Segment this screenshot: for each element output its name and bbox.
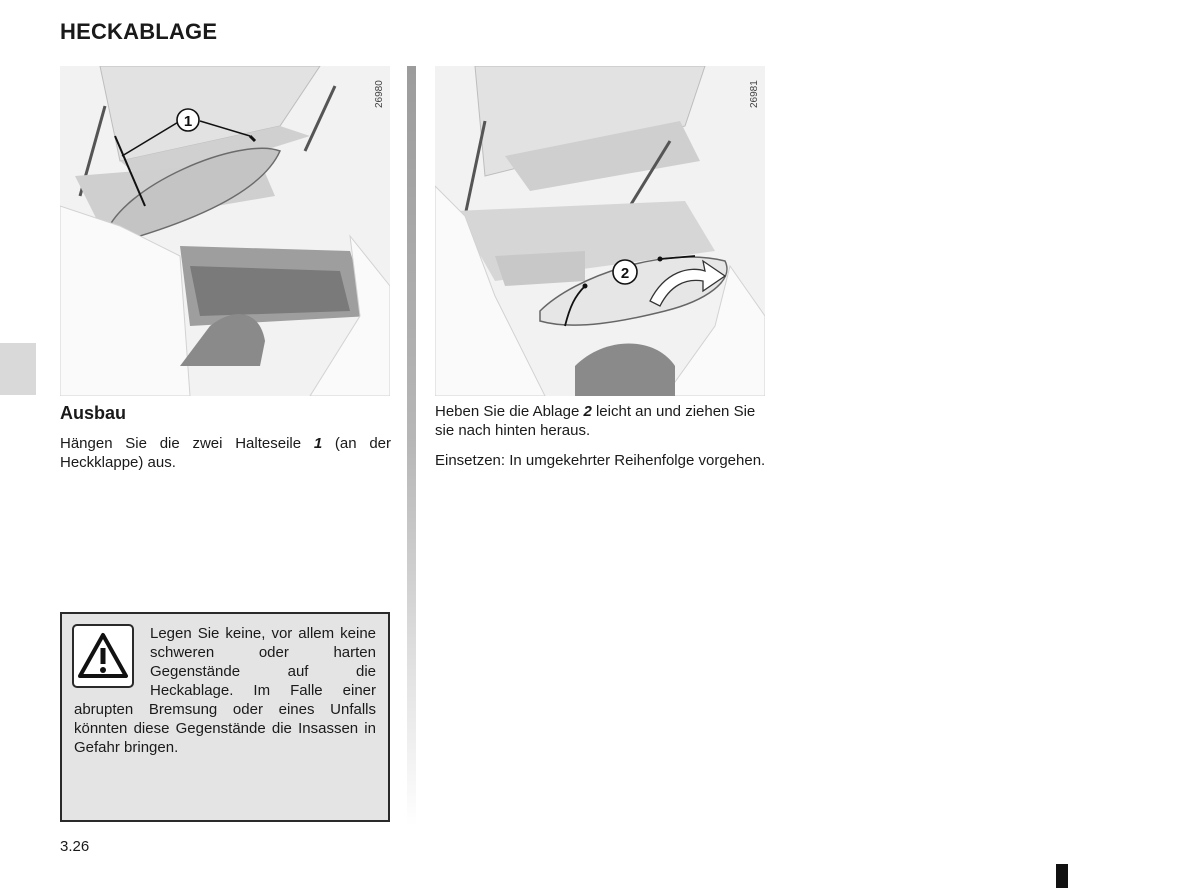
reference-number: 2 (583, 403, 592, 420)
figure-code: 26981 (749, 80, 760, 108)
text-segment: leicht an und ziehen Sie sie nach hinten heraus. (435, 403, 756, 439)
callout-2: 2 (620, 265, 630, 282)
figure-removing-retaining-cords (60, 66, 390, 396)
warning-text: Legen Sie keine, vor allem keine schweren oder harten Gegenstände auf die Heckablage. Im Falle einer abrupten Bremsung oder eines Unfalls könnten diese Gegenstände die Insassen in Gefahr bringen. (74, 625, 376, 756)
warning-box (60, 612, 390, 822)
removal-instruction (60, 434, 391, 472)
page-title: HECKABLAGE (60, 19, 218, 44)
reference-number: 1 (313, 435, 323, 452)
page-number: 3.26 (60, 838, 90, 855)
figure-code: 26980 (374, 80, 385, 108)
text-segment: Heben Sie die Ablage (435, 403, 584, 420)
callout-1: 1 (183, 113, 193, 130)
thumb-index-mark (1056, 864, 1068, 888)
text-segment: Hängen Sie die zwei Halteseile (60, 435, 314, 452)
text-segment: (an der Heckklappe) aus. (60, 435, 391, 471)
shelf-instruction (435, 402, 766, 440)
section-tab-marker (0, 343, 36, 395)
figure-removing-parcel-shelf (435, 66, 765, 396)
warning-triangle-icon (72, 624, 134, 688)
refit-instruction: Einsetzen: In umgekehrter Reihenfolge vorgehen. (435, 452, 766, 469)
section-heading: Ausbau (60, 403, 127, 423)
column-divider (407, 66, 416, 826)
